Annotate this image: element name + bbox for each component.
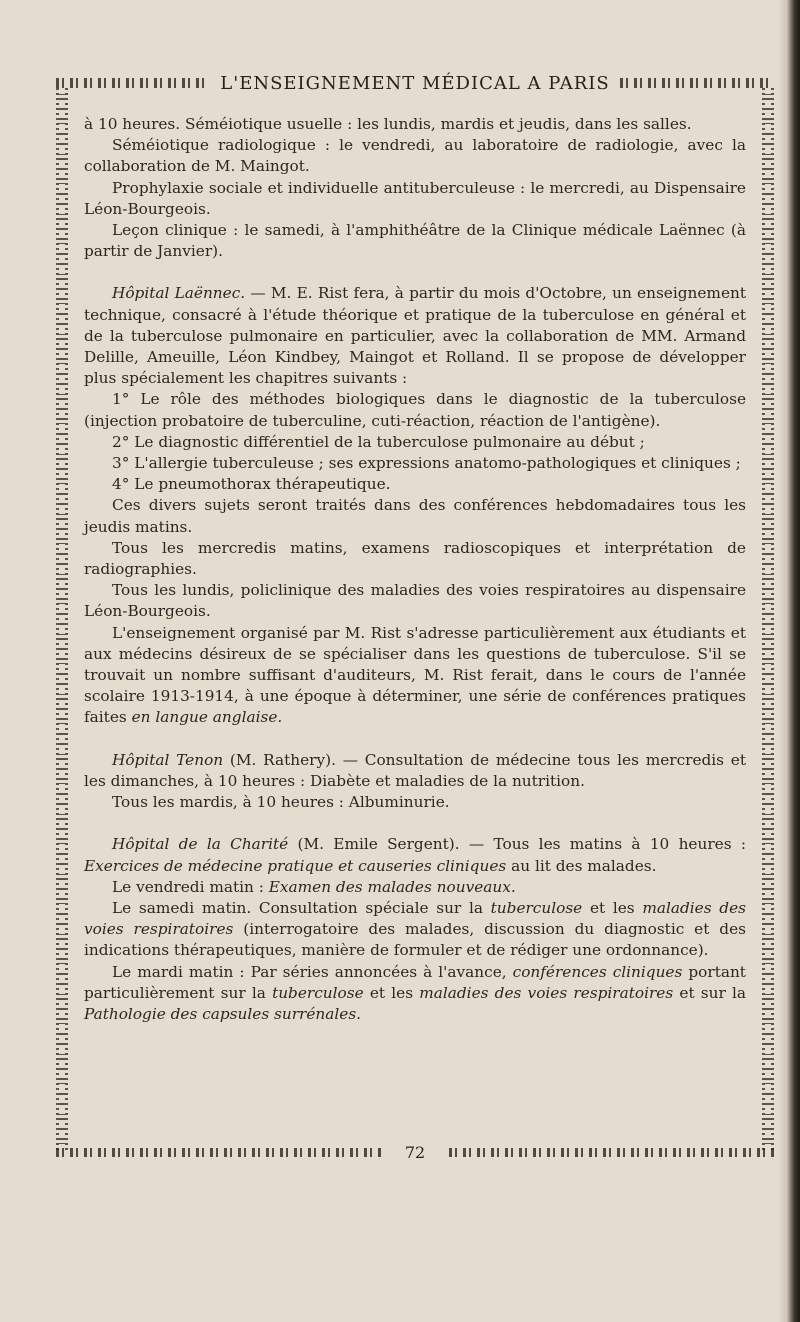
- section-hopital-laennec: Hôpital Laënnec. — M. E. Rist fera, à partir du mois d'Octobre, un enseignement technique, consacré à l'étude théorique et pratique de la tuberculose en général et de la tuberculose pulmonaire en particulier, avec la collaboration de MM. Armand Delille, Ameuille, Léon Kindbey, Maingot et Rolland. Il se propose de développer plus spécialement les chapitres suivants :: [84, 284, 746, 388]
- footer-ornament-right: [449, 1148, 774, 1157]
- body-text: [84, 114, 746, 1025]
- ornamental-border-left: [56, 88, 68, 1150]
- paragraph: Tous les mardis, à 10 heures : Albuminurie.: [112, 793, 450, 812]
- section-hopital-tenon: Hôpital Tenon (M. Rathery). — Consultation de médecine tous les mercredis et les dimanches, à 10 heures : Diabète et maladies de la nutrition.: [84, 750, 746, 790]
- running-footer: [56, 1140, 774, 1164]
- header-ornament-right: [620, 78, 774, 88]
- paragraph: Tous les lundis, policlinique des maladies des voies respiratoires au dispensaire Léon-Bourgeois.: [84, 581, 746, 621]
- header-ornament-left: [56, 78, 210, 88]
- paragraph: Le samedi matin. Consultation spéciale sur la tuberculose et les maladies des voies respiratoires (interrogatoire des malades, discussion du diagnostic et des indications thérapeutiques, manière de formuler et de rédiger une ordonnance).: [84, 898, 746, 960]
- list-item: 2° Le diagnostic différentiel de la tuberculose pulmonaire au début ;: [112, 432, 645, 451]
- list-item: 1° Le rôle des méthodes biologiques dans le diagnostic de la tuberculose (injection probatoire de tuberculine, cuti-réaction, réaction de l'antigène).: [84, 390, 746, 430]
- section-hopital-charite: Hôpital de la Charité (M. Emile Sergent). — Tous les matins à 10 heures : Exercices de médecine pratique et causeries cliniques au lit des malades.: [84, 835, 746, 875]
- ornamental-border-right: [762, 88, 774, 1150]
- section-heading: Hôpital Tenon: [112, 750, 224, 769]
- paragraph: Tous les mercredis matins, examens radioscopiques et interprétation de radiographies.: [84, 538, 746, 579]
- paragraph: Le vendredi matin : Examen des malades nouveaux.: [112, 877, 516, 896]
- paragraph: Séméiotique radiologique : le vendredi, au laboratoire de radiologie, avec la collaboration de M. Maingot.: [84, 136, 746, 176]
- list-item: 3° L'allergie tuberculeuse ; ses expressions anatomo-pathologiques et cliniques ;: [112, 454, 741, 473]
- running-header: [56, 70, 774, 96]
- page-number: 72: [404, 1142, 426, 1162]
- page-title: L'ENSEIGNEMENT MÉDICAL A PARIS: [220, 72, 610, 94]
- paragraph: L'enseignement organisé par M. Rist s'adresse particulièrement aux étudiants et aux médecins désireux de se spécialiser dans les questions de tuberculose. S'il se trouvait un nombre suffisant d'auditeurs, M. Rist ferait, dans le cours de l'année scolaire 1913-1914, à une époque à déterminer, une série de conférences pratiques faites en langue anglaise.: [84, 623, 746, 727]
- page-frame: [56, 70, 774, 1170]
- paragraph: à 10 heures. Séméiotique usuelle : les lundis, mardis et jeudis, dans les salles.: [84, 115, 692, 133]
- paragraph: Le mardi matin : Par séries annoncées à l'avance, conférences cliniques portant particulièrement sur la tuberculose et les maladies des voies respiratoires et sur la Pathologie des capsules surrénales.: [84, 962, 746, 1023]
- section-heading: Hôpital de la Charité: [112, 835, 289, 854]
- paragraph: Leçon clinique : le samedi, à l'amphithéâtre de la Clinique médicale Laënnec (à partir de Janvier).: [84, 221, 746, 261]
- footer-ornament-left: [56, 1148, 381, 1157]
- paragraph: Ces divers sujets seront traités dans des conférences hebdomadaires tous les jeudis matins.: [84, 496, 746, 536]
- section-heading: Hôpital Laënnec.: [112, 284, 246, 303]
- page-edge-shadow: [778, 0, 800, 1322]
- list-item: 4° Le pneumothorax thérapeutique.: [112, 475, 391, 494]
- paragraph: Prophylaxie sociale et individuelle antituberculeuse : le mercredi, au Dispensaire Léon-Bourgeois.: [84, 178, 746, 218]
